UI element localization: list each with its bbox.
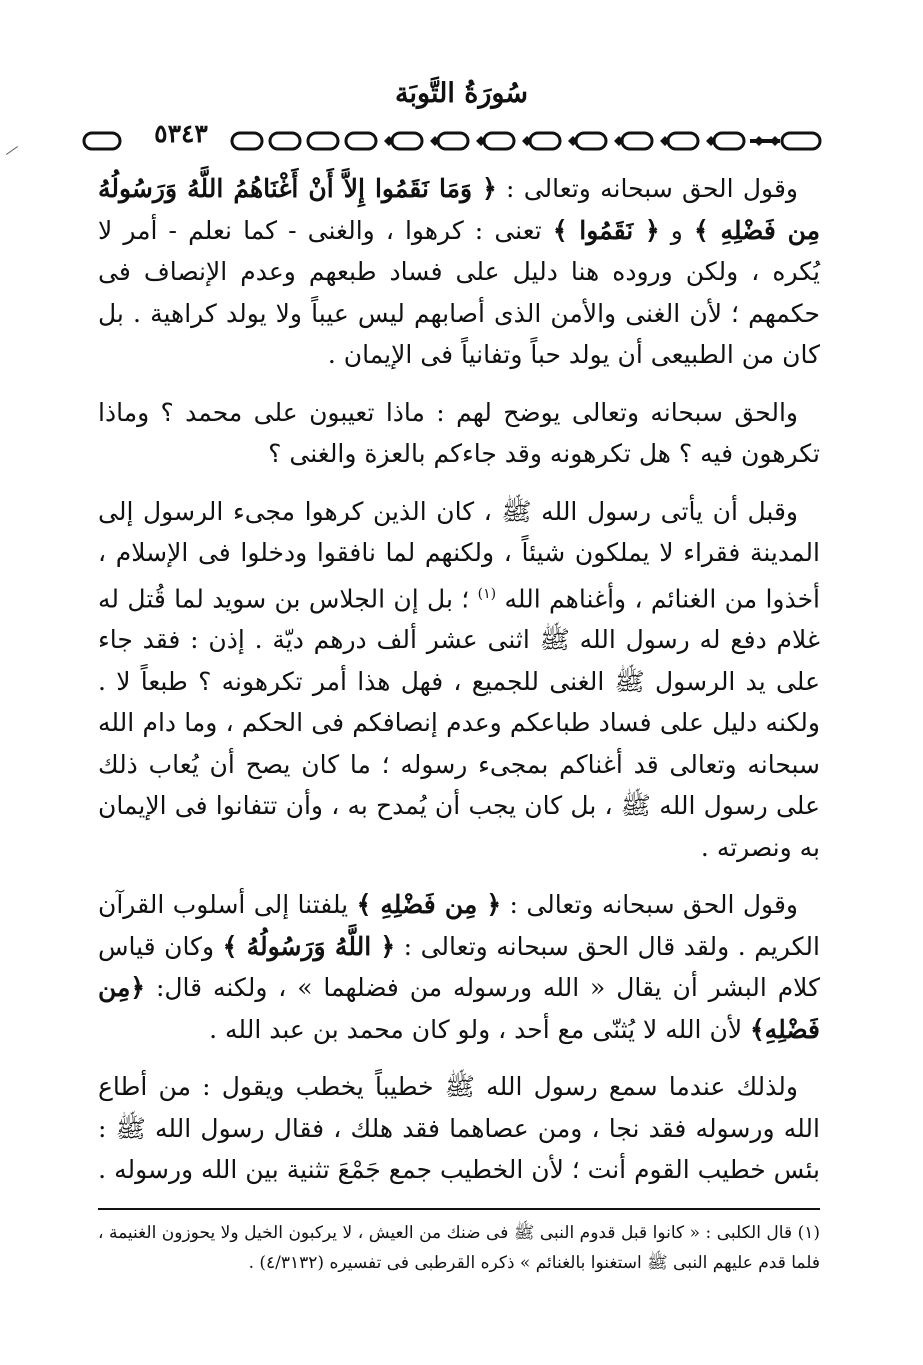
- margin-mark: [6, 146, 18, 155]
- text-span: وقبل أن يأتى رسول الله ﷺ ، كان الذين كرهوا مجىء الرسول إلى المدينة فقراء لا يملكون شيئاً ، ولكنهم لما نافقوا ودخلوا فى الإسلام ، أخذوا من الغنائم ، وأغناهم الله: [98, 496, 820, 613]
- quran-verse: ﴿ وَمَا نَقَمُوا إِلاَّ أَنْ أَغْنَاهُمُ اللَّهُ وَرَسُولُهُ مِن فَضْلِهِ ﴾: [98, 174, 821, 245]
- surah-title: سُورَةُ التَّوبَة: [395, 78, 528, 109]
- text-span: وقول الحق سبحانه وتعالى :: [496, 174, 798, 203]
- quran-verse: ﴿ اللَّهُ وَرَسُولُهُ ﴾: [222, 931, 396, 961]
- paragraph: [98, 168, 820, 376]
- footnote-divider: [98, 1208, 820, 1210]
- text-span: والحق سبحانه وتعالى يوضح لهم : ماذا تعيبون على محمد ؟ وماذا تكرهون فيه ؟ هل تكرهونه وقد جاءكم بالعزة والغنى ؟: [98, 397, 820, 468]
- paragraph: [98, 392, 820, 475]
- text-span: تعنى : كرهوا ، والغنى - كما نعلم - أمر لا يُكره ، ولكن وروده هنا دليل على فساد طبعهم وعدم الإنصاف فى حكمهم ؛ لأن الغنى والأمن الذى أصابهم ليس عيباً ولا يولد كراهية . بل كان من الطبيعى أن يولد حباً وتفانياً فى الإيمان .: [98, 215, 820, 369]
- page-number: ٥٣٤٣: [135, 117, 227, 151]
- text-span: وكان قياس كلام البشر أن يقال « الله ورسوله من فضلهما » ، ولكنه قال:: [98, 931, 820, 1003]
- quran-verse: ﴿ مِن فَضْلِهِ ﴾: [356, 890, 502, 920]
- quran-verse: ﴿ نَقَمُوا ﴾: [552, 215, 660, 245]
- paragraph: [98, 491, 820, 869]
- text-span: ولذلك عندما سمع رسول الله ﷺ خطيباً يخطب ويقول : من أطاع الله ورسوله فقد نجا ، ومن عصاهما فقد هلك ، فقال رسول الله ﷺ : بئس خطيب القوم أنت ؛ لأن الخطيب جمع جَمْعَ تثنية بين الله ورسوله .: [98, 1072, 820, 1185]
- text-span: ؛ بل إن الجلاس بن سويد لما قُتل له غلام دفع له رسول الله ﷺ اثنى عشر ألف درهم ديّة . إذن : فقد جاء على يد الرسول ﷺ الغنى للجميع ، فهل هذا أمر تكرهونه ؟ طبعاً لا . ولكنه دليل على فساد طباعكم وعدم إنصافكم فى الحكم ، وما دام الله سبحانه وتعالى قد أغناكم بمجىء رسوله ؛ ما كان يصح أن يُعاب ذلك على رسول الله ﷺ ، بل كان يجب أن يُمدح به ، وأن تتفانوا فى الإيمان به ونصرته .: [98, 583, 820, 862]
- body-text: [98, 168, 820, 1207]
- footnote: (١) قال الكلبى : « كانوا قبل قدوم النبى ﷺ فى ضنك من العيش ، لا يركبون الخيل ولا يحوزون الغنيمة ، فلما قدم عليهم النبى ﷺ استغنوا بالغنائم » ذكره القرطبى فى تفسيره (٤/٣١٣٢) .: [98, 1223, 820, 1273]
- paragraph: [98, 1066, 820, 1191]
- text-span: و: [659, 215, 694, 245]
- text-span: يلفتنا إلى أسلوب القرآن الكريم . ولقد قال الحق سبحانه وتعالى :: [98, 890, 820, 961]
- text-span: لأن الله لا يُثنّى مع أحد ، ولو كان محمد بن عبد الله .: [209, 1014, 751, 1044]
- quran-verse: ﴿مِن فَضْلِهِ﴾: [98, 973, 820, 1044]
- paragraph: [98, 884, 820, 1050]
- text-span: وقول الحق سبحانه وتعالى :: [501, 890, 798, 920]
- footnote-ref: (١): [477, 585, 497, 602]
